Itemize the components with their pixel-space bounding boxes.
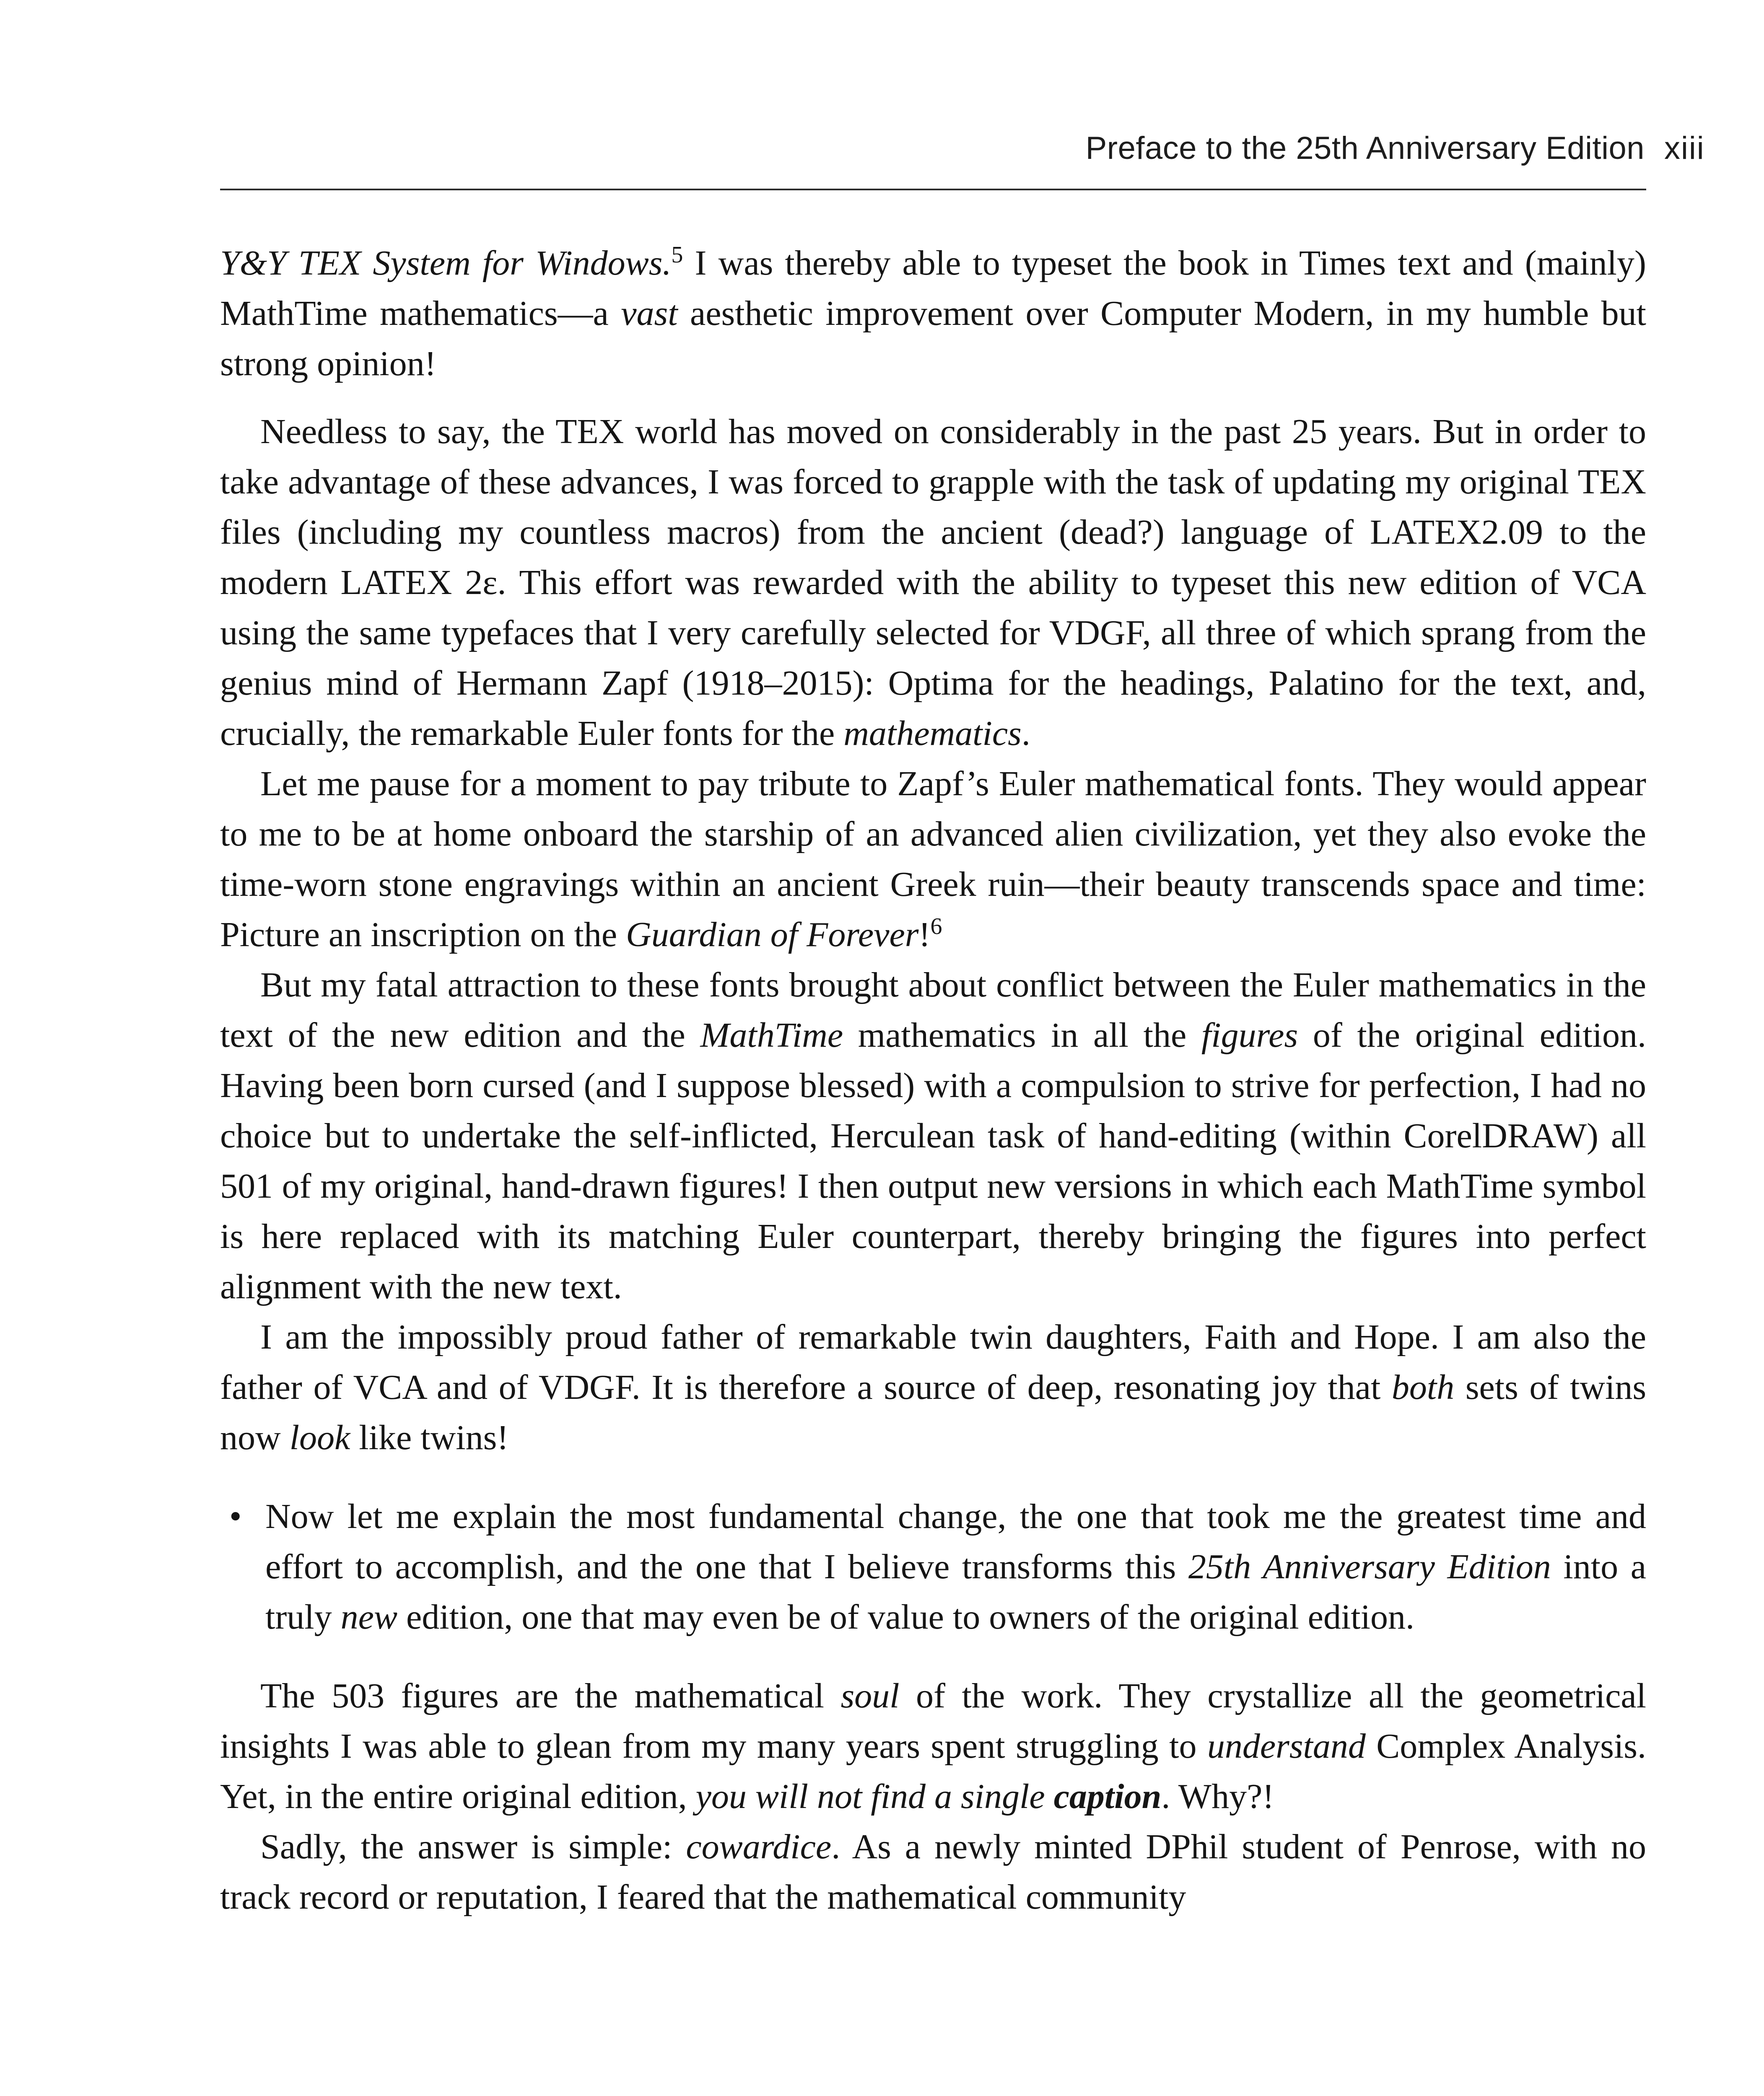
emphasis-soul: soul bbox=[840, 1676, 900, 1715]
tex-paragraph-text: Needless to say, the TEX world has moved on considerably in the past 25 years. But in order to take advantage of these advances, I was forced to grapple with the task of updating my original TEX files (including my countless macros) from the ancient (dead?) language of LATEX2.09 to the modern LATEX 2ε. This effort was rewarded with the ability to typeset this new edition of VCA using the same typefaces that I very carefully selected for VDGF, all three of which sprang from the genius mind of Hermann Zapf (1918–2015): Optima for the headings, Palatino for the text, and, crucially, the remarkable Euler fonts for the bbox=[220, 412, 1646, 753]
footnote-ref-5: 5 bbox=[671, 242, 683, 268]
emphasis-new: new bbox=[340, 1598, 397, 1637]
paragraph-twins bbox=[220, 1312, 1646, 1463]
running-head bbox=[220, 126, 1705, 176]
system-name: Y&Y TEX System for Windows. bbox=[220, 244, 672, 283]
emphasis-look: look bbox=[289, 1418, 350, 1457]
bullet-item bbox=[220, 1492, 1646, 1642]
emphasis-caption: caption bbox=[1053, 1777, 1162, 1816]
intro-text-end: aesthetic improvement over Computer Modern, in my humble but strong opinion! bbox=[220, 294, 1647, 383]
cowardice-text-1: Sadly, the answer is simple: bbox=[260, 1827, 686, 1866]
paragraph-font-conflict bbox=[220, 960, 1646, 1312]
twins-text-1: I am the impossibly proud father of remarkable twin daughters, Faith and Hope. I am also the father of VCA and of VDGF. It is therefore a source of deep, resonating joy that bbox=[220, 1318, 1646, 1407]
header-rule bbox=[220, 189, 1646, 190]
euler-paragraph-text: Let me pause for a moment to pay tribute to Zapf’s Euler mathematical fonts. They would appear to me to be at home onboard the starship of an advanced alien civilization, yet they also evoke the time-worn stone engravings within an ancient Greek ruin—their beauty transcends space and time: Picture an inscription on the bbox=[220, 764, 1646, 954]
conflict-text-2: mathematics in all the bbox=[843, 1016, 1201, 1055]
emphasis-not-find: you will not find a single bbox=[695, 1777, 1054, 1816]
emphasis-cowardice: cowardice bbox=[686, 1827, 832, 1866]
bullet-text-1: Now let me explain the most fundamental change, the one that took me the greatest time and effort to accomplish, and the one that I believe transforms this bbox=[265, 1497, 1646, 1586]
figures-text-3: Complex Analysis. Yet, in the entire original edition, bbox=[220, 1727, 1646, 1816]
emphasis-both: both bbox=[1391, 1368, 1455, 1407]
bullet-text-3: edition, one that may even be of value to owners of the original edition. bbox=[397, 1598, 1414, 1637]
bullet-text-2: into a truly bbox=[265, 1547, 1646, 1637]
bullet-marker: • bbox=[229, 1497, 242, 1536]
intro-text: I was thereby able to typeset the book in Times text and (mainly) MathTime mathematics—a bbox=[220, 244, 1646, 333]
page-number: xiii bbox=[1664, 130, 1705, 166]
conflict-text-3: of the original edition. Having been born cursed (and I suppose blessed) with a compulsion to strive for perfection, I had no choice but to undertake the self-inflicted, Herculean task of hand-editing (within CorelDRAW) all 501 of my original, hand-drawn figures! I then output new versions in which each MathTime symbol is here replaced with its matching Euler counterpart, thereby bringing the figures into perfect alignment with the new text. bbox=[220, 1016, 1646, 1306]
euler-paragraph-end: ! bbox=[918, 915, 931, 954]
twins-text-2: sets of twins now bbox=[220, 1368, 1647, 1457]
paragraph-figures-soul bbox=[220, 1671, 1646, 1822]
continued-list-item bbox=[220, 238, 1646, 389]
figures-text-4: . Why?! bbox=[1161, 1777, 1274, 1816]
paragraph-cowardice bbox=[220, 1822, 1646, 1922]
figures-text-1: The 503 figures are the mathematical bbox=[260, 1676, 841, 1715]
figures-text-2: of the work. They crystallize all the geometrical insights I was able to glean from my many years spent struggling to bbox=[220, 1676, 1646, 1766]
emphasis-mathtime: MathTime bbox=[700, 1016, 843, 1055]
bullet-text bbox=[265, 1492, 1646, 1642]
paragraph-euler-tribute bbox=[220, 759, 1646, 960]
emphasis-understand: understand bbox=[1207, 1727, 1366, 1766]
emphasis-anniversary-edition: 25th Anniversary Edition bbox=[1188, 1547, 1551, 1586]
emphasis-guardian: Guardian of Forever bbox=[626, 915, 919, 954]
paragraph-tex-world bbox=[220, 407, 1646, 759]
twins-text-3: like twins! bbox=[350, 1418, 509, 1457]
emphasis-vast: vast bbox=[621, 294, 678, 333]
emphasis-figures: figures bbox=[1201, 1016, 1298, 1055]
footnote-ref-6: 6 bbox=[930, 913, 942, 939]
body-text bbox=[220, 238, 1646, 1922]
cowardice-text-2: . As a newly minted DPhil student of Penrose, with no track record or reputation, I feared that the mathematical community bbox=[220, 1827, 1646, 1917]
conflict-text-1: But my fatal attraction to these fonts brought about conflict between the Euler mathematics in the text of the new edition and the bbox=[220, 965, 1646, 1055]
running-head-title: Preface to the 25th Anniversary Edition bbox=[1085, 130, 1645, 166]
tex-paragraph-end: . bbox=[1021, 714, 1030, 753]
emphasis-mathematics: mathematics bbox=[843, 714, 1022, 753]
